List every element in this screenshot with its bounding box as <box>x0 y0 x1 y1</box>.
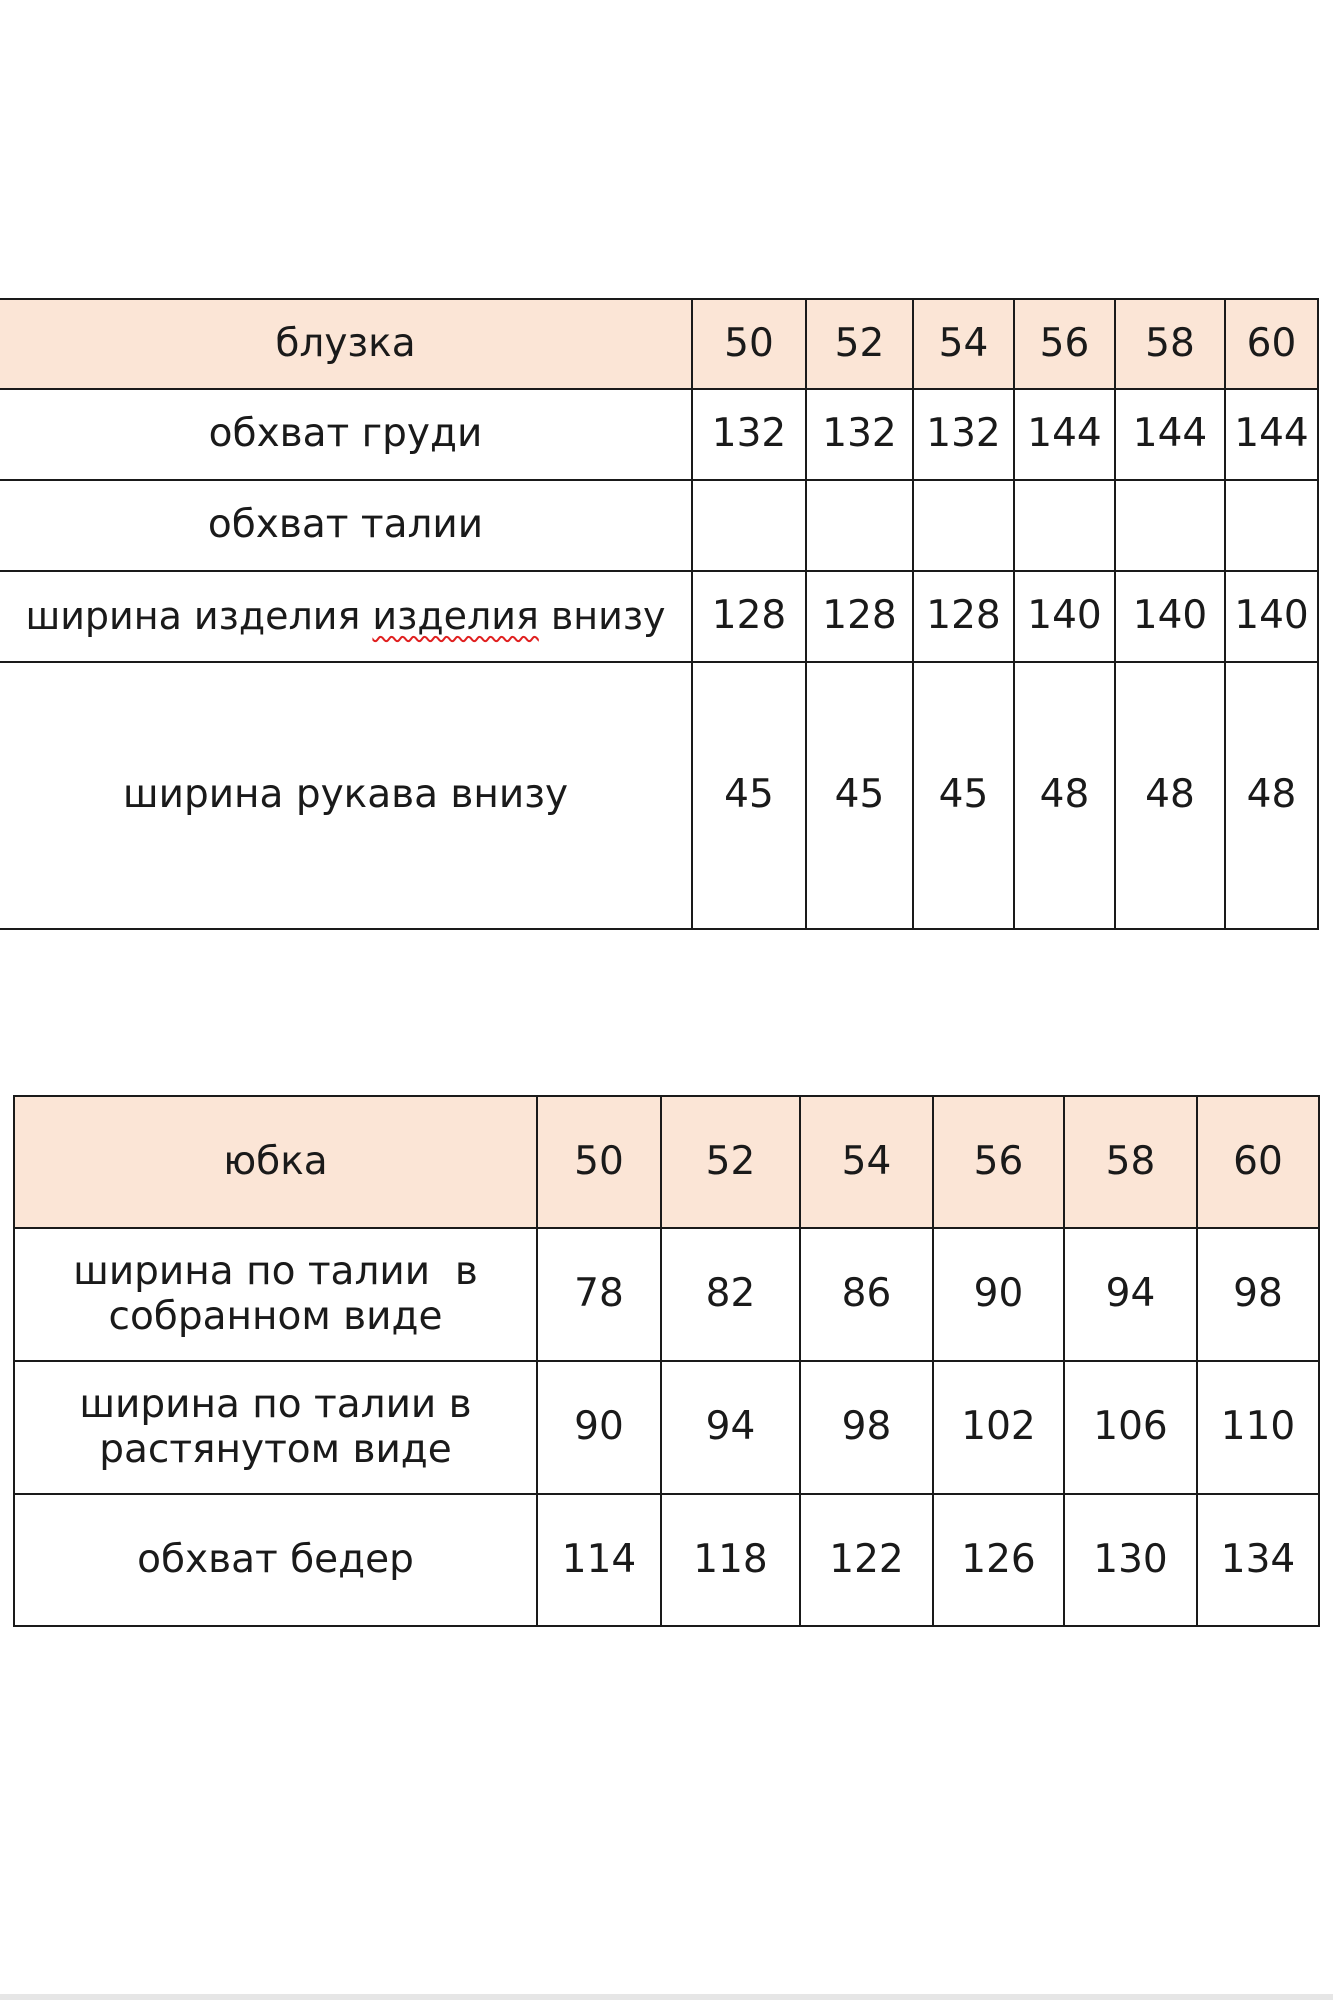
table-cell: 106 <box>1064 1361 1197 1494</box>
table-cell: 78 <box>537 1228 661 1361</box>
row-label <box>14 1228 537 1361</box>
table-cell: 94 <box>1064 1228 1197 1361</box>
row-label: обхват бедер <box>14 1494 537 1626</box>
table-row <box>0 571 1318 662</box>
row-label: обхват талии <box>0 480 692 571</box>
table-cell: 98 <box>1197 1228 1319 1361</box>
row-label <box>0 571 692 662</box>
size-header-52: 52 <box>661 1096 800 1228</box>
table-cell <box>1014 480 1115 571</box>
table-cell: 114 <box>537 1494 661 1626</box>
table-row <box>0 389 1318 480</box>
table-cell: 45 <box>806 662 913 929</box>
size-header-60: 60 <box>1197 1096 1319 1228</box>
table-cell: 140 <box>1225 571 1318 662</box>
size-header-52: 52 <box>806 299 913 389</box>
table-cell: 45 <box>692 662 806 929</box>
table-row <box>0 480 1318 571</box>
row-label-line: растянутом виде <box>99 1426 452 1472</box>
table-cell: 128 <box>806 571 913 662</box>
table-cell: 140 <box>1014 571 1115 662</box>
table-cell: 132 <box>913 389 1014 480</box>
row-label: обхват груди <box>0 389 692 480</box>
size-header-56: 56 <box>1014 299 1115 389</box>
table-row <box>14 1228 1319 1361</box>
table-row <box>14 1494 1319 1626</box>
row-label-line: ширина по талии в <box>79 1381 472 1427</box>
table-cell: 48 <box>1115 662 1225 929</box>
table-cell: 48 <box>1014 662 1115 929</box>
spellcheck-flagged-word: изделия <box>372 593 539 638</box>
table-cell: 90 <box>933 1228 1064 1361</box>
size-header-58: 58 <box>1064 1096 1197 1228</box>
table-cell: 144 <box>1014 389 1115 480</box>
table-cell <box>806 480 913 571</box>
blouse-header-row <box>0 299 1318 389</box>
table-cell: 118 <box>661 1494 800 1626</box>
row-label <box>14 1361 537 1494</box>
table-cell: 122 <box>800 1494 933 1626</box>
table-cell: 132 <box>692 389 806 480</box>
bottom-edge-divider <box>0 1994 1333 2000</box>
size-header-54: 54 <box>913 299 1014 389</box>
table-cell: 134 <box>1197 1494 1319 1626</box>
table-cell: 98 <box>800 1361 933 1494</box>
table-cell <box>692 480 806 571</box>
table-cell: 94 <box>661 1361 800 1494</box>
size-header-58: 58 <box>1115 299 1225 389</box>
table-cell: 128 <box>913 571 1014 662</box>
table-cell: 82 <box>661 1228 800 1361</box>
table-row <box>0 662 1318 929</box>
table-cell: 130 <box>1064 1494 1197 1626</box>
row-label-start: ширина изделия <box>25 593 373 638</box>
table-cell <box>913 480 1014 571</box>
row-label: ширина рукава внизу <box>0 662 692 929</box>
blouse-title: блузка <box>0 299 692 389</box>
table-cell: 140 <box>1115 571 1225 662</box>
row-label-line: ширина по талии в <box>73 1248 478 1294</box>
table-cell: 144 <box>1225 389 1318 480</box>
size-header-56: 56 <box>933 1096 1064 1228</box>
size-header-54: 54 <box>800 1096 933 1228</box>
table-row <box>14 1361 1319 1494</box>
skirt-size-table <box>13 1095 1320 1627</box>
size-header-50: 50 <box>537 1096 661 1228</box>
blouse-size-table <box>0 298 1319 930</box>
table-cell: 144 <box>1115 389 1225 480</box>
size-header-60: 60 <box>1225 299 1318 389</box>
skirt-title: юбка <box>14 1096 537 1228</box>
table-cell: 90 <box>537 1361 661 1494</box>
table-cell: 45 <box>913 662 1014 929</box>
skirt-header-row <box>14 1096 1319 1228</box>
table-cell: 128 <box>692 571 806 662</box>
row-label-line: собранном виде <box>108 1293 443 1339</box>
table-cell: 132 <box>806 389 913 480</box>
size-header-50: 50 <box>692 299 806 389</box>
table-cell: 126 <box>933 1494 1064 1626</box>
table-cell: 110 <box>1197 1361 1319 1494</box>
table-cell <box>1225 480 1318 571</box>
table-cell: 86 <box>800 1228 933 1361</box>
table-cell: 102 <box>933 1361 1064 1494</box>
row-label-end: внизу <box>538 593 666 638</box>
table-cell: 48 <box>1225 662 1318 929</box>
table-cell <box>1115 480 1225 571</box>
